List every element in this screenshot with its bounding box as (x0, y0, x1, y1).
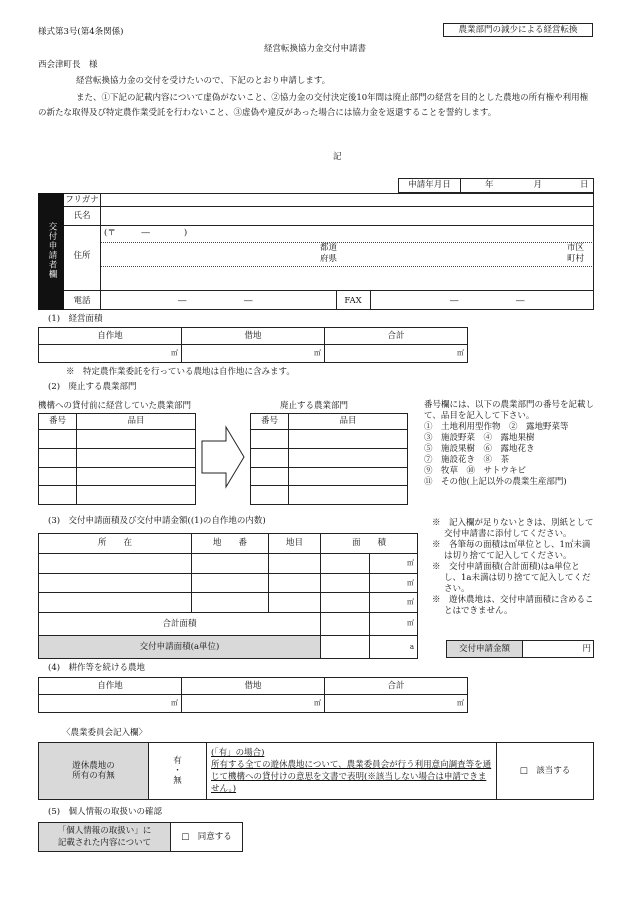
col-item: 品目 (289, 414, 408, 430)
table-cell[interactable] (39, 486, 77, 505)
table-cell[interactable] (321, 573, 370, 593)
legend-item: ③ 施設野菜 ④ 露地果樹 (424, 433, 535, 443)
application-date-row (398, 178, 594, 193)
arrow-right-icon (200, 425, 246, 489)
postal-code-field[interactable]: (〒 ― ) (104, 228, 188, 238)
table-cell[interactable] (39, 573, 192, 593)
section-1-note: ※ 特定農作業委託を行っている農地は自作地に含みます。 (66, 367, 295, 377)
col-land-category: 地目 (269, 534, 321, 554)
phone-dash-1: ― (178, 296, 187, 306)
city-label-2: 町村 (567, 254, 585, 264)
committee-table (38, 742, 594, 800)
table-cell[interactable] (289, 448, 408, 467)
col-location: 所 在 (39, 534, 192, 554)
fax-dash-2: ― (516, 296, 525, 306)
prefecture-label-2: 府県 (320, 254, 338, 264)
idle-land-label (39, 743, 149, 800)
applicable-checkbox[interactable]: □ 該当する (497, 743, 594, 800)
legend-item: ⑤ 施設果樹 ⑥ 露地花き (424, 444, 535, 454)
ki-heading: 記 (333, 152, 342, 162)
month-label: 月 (533, 180, 543, 191)
committee-heading: 〈農業委員会記入欄〉 (62, 728, 148, 738)
col-total: 合計 (325, 678, 468, 695)
col-own-land: 自作地 (39, 678, 182, 695)
address-label: 住所 (73, 251, 91, 261)
name-label: 氏名 (73, 211, 91, 221)
furigana-label: フリガナ (65, 195, 99, 205)
phone-dash-2: ― (244, 296, 253, 306)
col-own-land: 自作地 (39, 328, 182, 345)
section-2-heading: (2) 廃止する農業部門 (48, 382, 137, 392)
day-label: 日 (580, 180, 589, 191)
application-amount-table (446, 640, 594, 658)
table-cell[interactable] (39, 448, 77, 467)
agree-checkbox[interactable]: □ 同意する (171, 823, 243, 852)
pledge-paragraph: また、①下記の記載内容について虚偽がないこと、②協力金の交付決定後10年間は廃止部門の経営を目的とした農地の所有権や利用権の新たな取得及び特定農作業受託を行わないこと、③虚偽や違反があった場合には協力金を返還することを誓約します。 (38, 93, 589, 118)
col-lot-number: 地 番 (192, 534, 269, 554)
table-cell[interactable] (289, 486, 408, 505)
section-4-heading: (4) 耕作等を続ける農地 (48, 663, 146, 673)
col-leased-land: 借地 (182, 678, 325, 695)
date-label: 申請年月日 (399, 179, 461, 193)
privacy-label-line: 記載された内容について (57, 838, 152, 848)
section-3-heading: (3) 交付申請面積及び交付申請金額((1)の自作地の内数) (48, 516, 266, 526)
prior-departments-table (38, 413, 196, 505)
prior-departments-title: 機構への貸付前に経営していた農業部門 (38, 401, 192, 411)
table-cell[interactable] (269, 573, 321, 593)
form-tag: 農業部門の減少による経営転換 (443, 23, 593, 37)
yes-option[interactable]: 有 (173, 755, 182, 766)
intro-paragraph: 経営転換協力金の交付を受けたいので、下記のとおり申請します。 (76, 76, 331, 86)
idle-land-yes-no[interactable] (149, 743, 207, 800)
applicant-side-label: 交付申請者欄 (47, 222, 57, 279)
condition-description: 所有する全ての遊休農地について、農業委員会が行う利用意向調査等を通じて機構への貸付けの意思を文書で表明(※該当しない場合は申請できません。) (211, 760, 492, 794)
leased-land-input[interactable]: ㎡ (182, 695, 325, 713)
addressee: 西会津町長 様 (38, 60, 98, 70)
application-area-label: 交付申請面積(a単位) (39, 635, 321, 658)
section-5-heading: (5) 個人情報の取扱いの確認 (48, 807, 163, 817)
table-cell[interactable] (77, 486, 196, 505)
note-item: ※ 交付申請面積(合計面積)はa単位とし、1a未満は切り捨てて記入してください。 (432, 562, 591, 594)
note-item: ※ 遊休農地は、交付申請面積に含めることはできません。 (432, 595, 594, 616)
privacy-label (39, 823, 171, 852)
privacy-label-line: 「個人情報の取扱い」に (57, 826, 152, 836)
form-number: 様式第3号(第4条関係) (38, 27, 124, 37)
management-area-table (38, 327, 468, 363)
year-label: 年 (485, 180, 494, 191)
unit-sqm: ㎡ (369, 593, 418, 613)
separator-dot: ・ (173, 765, 182, 776)
continued-farmland-table (38, 677, 468, 713)
own-land-input[interactable]: ㎡ (39, 345, 182, 363)
table-cell[interactable] (77, 430, 196, 449)
fax-dash-1: ― (450, 296, 459, 306)
table-cell[interactable] (269, 593, 321, 613)
total-area-input[interactable] (321, 612, 370, 635)
legend-item: ⑨ 牧草 ⑩ サトウキビ (424, 466, 527, 476)
note-item: ※ 記入欄が足りないときは、別紙として交付申請書に添付してください。 (432, 518, 594, 539)
col-number: 番号 (39, 414, 77, 430)
unit-sqm: ㎡ (369, 573, 418, 593)
table-cell[interactable] (251, 448, 289, 467)
table-cell[interactable] (251, 430, 289, 449)
table-cell[interactable] (39, 593, 192, 613)
table-cell[interactable] (39, 554, 192, 574)
table-cell[interactable] (192, 593, 269, 613)
legend-item: ⑦ 施設花き ⑧ 茶 (424, 455, 510, 465)
application-area-input[interactable] (321, 635, 370, 658)
legend-item: ⑪ その他(上記以外の農業生産部門) (424, 477, 567, 487)
department-legend (424, 400, 594, 488)
furigana-input[interactable] (101, 194, 594, 206)
section-1-heading: (1) 経営面積 (48, 314, 103, 324)
total-input[interactable]: ㎡ (325, 695, 468, 713)
table-cell[interactable] (39, 467, 77, 486)
table-cell[interactable] (289, 467, 408, 486)
table-cell[interactable] (77, 448, 196, 467)
col-leased-land: 借地 (182, 328, 325, 345)
legend-item: ① 土地利用型作物 ② 露地野菜等 (424, 422, 569, 432)
table-cell[interactable] (39, 430, 77, 449)
date-field[interactable] (461, 179, 594, 193)
table-cell[interactable] (321, 593, 370, 613)
table-cell[interactable] (269, 554, 321, 574)
table-cell[interactable] (192, 554, 269, 574)
idle-land-condition (207, 743, 497, 800)
unit-sqm: ㎡ (369, 612, 418, 635)
name-input[interactable] (101, 207, 594, 225)
table-cell[interactable] (192, 573, 269, 593)
col-total: 合計 (325, 328, 468, 345)
total-input[interactable]: ㎡ (325, 345, 468, 363)
idle-land-label-line: 遊休農地の (72, 760, 115, 771)
condition-case: (「有」の場合) (211, 748, 265, 758)
idle-land-label-line: 所有の有無 (72, 771, 115, 781)
legend-intro: 番号欄には、以下の農業部門の番号を記載して、品目を記入して下さい。 (424, 400, 595, 421)
own-land-input[interactable]: ㎡ (39, 695, 182, 713)
application-area-table (38, 533, 418, 659)
city-label-1: 市区 (567, 243, 585, 253)
col-item: 品目 (77, 414, 196, 430)
phone-label: 電話 (73, 296, 91, 306)
note-item: ※ 各筆毎の面積は㎡単位とし、1㎡未満は切り捨てて記入してください。 (432, 540, 591, 561)
no-option[interactable]: 無 (173, 776, 182, 787)
abolished-departments-table (250, 413, 408, 505)
prefecture-label-1: 都道 (320, 243, 338, 253)
unit-are: a (369, 635, 418, 658)
col-number: 番号 (251, 414, 289, 430)
abolished-departments-title: 廃止する農業部門 (280, 401, 349, 411)
leased-land-input[interactable]: ㎡ (182, 345, 325, 363)
total-area-label: 合計面積 (39, 612, 321, 635)
section-3-notes (432, 518, 594, 617)
table-cell[interactable] (77, 467, 196, 486)
privacy-table (38, 822, 243, 852)
col-area: 面 積 (321, 534, 418, 554)
unit-sqm: ㎡ (369, 554, 418, 574)
address-input[interactable] (101, 267, 594, 289)
table-cell[interactable] (251, 486, 289, 505)
page-title: 経営転換協力金交付申請書 (263, 44, 366, 54)
amount-input[interactable]: 円 (523, 641, 594, 658)
table-cell[interactable] (321, 554, 370, 574)
table-cell[interactable] (289, 430, 408, 449)
fax-label: FAX (344, 296, 362, 306)
table-cell[interactable] (251, 467, 289, 486)
amount-label: 交付申請金額 (447, 641, 523, 658)
